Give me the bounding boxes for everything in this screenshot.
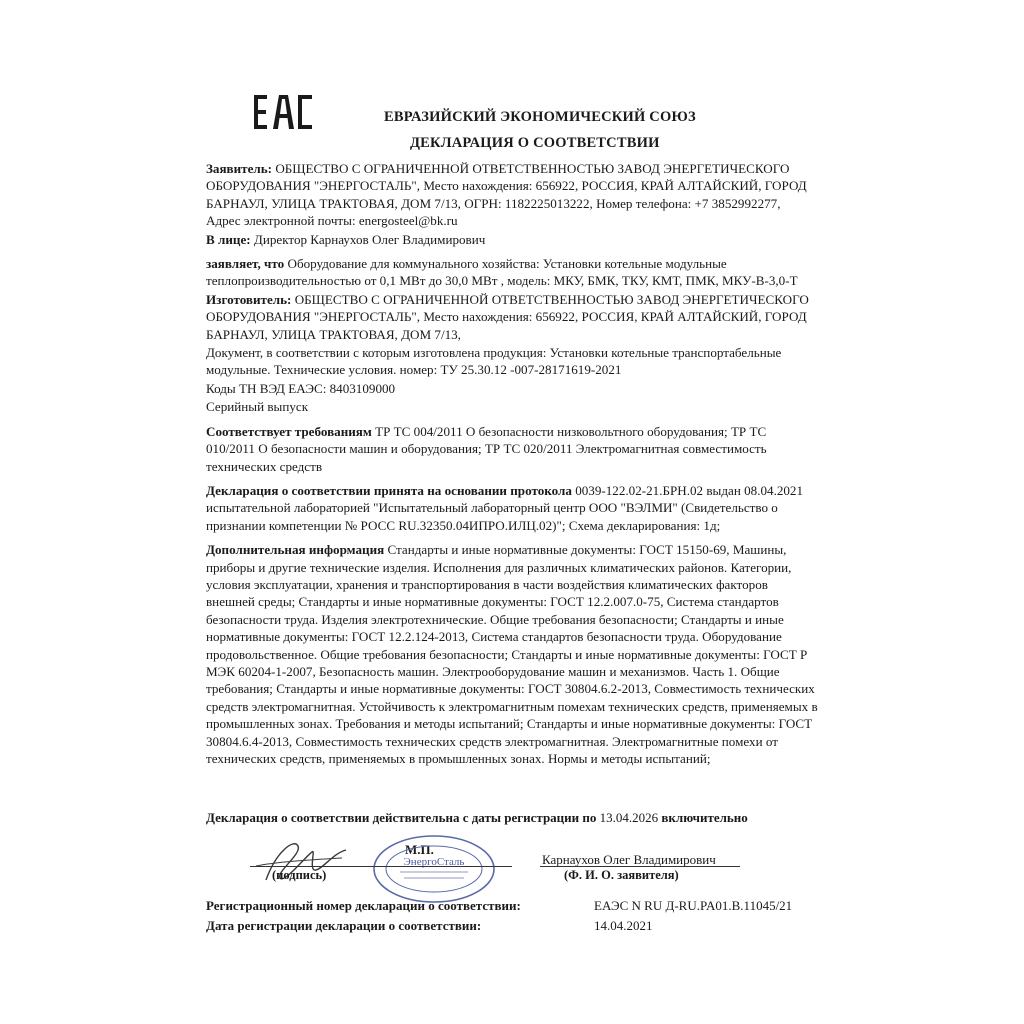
signature-icon bbox=[246, 832, 356, 892]
signer-name: Карнаухов Олег Владимирович bbox=[542, 852, 716, 867]
basis-paragraph bbox=[206, 482, 818, 534]
person-label: В лице: bbox=[206, 231, 251, 247]
validity-date: 13.04.2026 bbox=[599, 810, 659, 825]
declares-label: заявляет, что bbox=[206, 256, 285, 272]
registration-number-label: Регистрационный номер декларации о соответствии: bbox=[206, 898, 521, 913]
eac-logo-icon bbox=[252, 92, 314, 132]
validity-line bbox=[206, 810, 748, 826]
mp-label: М.П. bbox=[405, 842, 434, 857]
document-line: Документ, в соответствии с которым изготовлена продукция: Установки котельные транспортабельные модульные. Технические условия. номер: ТУ 25.30.12 -007-28171619-2021 bbox=[206, 345, 782, 378]
codes-line: Коды ТН ВЭД ЕАЭС: 8403109000 bbox=[206, 380, 396, 396]
registration-number-value: ЕАЭС N RU Д-RU.PA01.B.11045/21 bbox=[594, 898, 793, 913]
declaration-body bbox=[206, 160, 818, 768]
serial-line: Серийный выпуск bbox=[206, 399, 309, 415]
manufacturer-label: Изготовитель: bbox=[206, 291, 292, 307]
person-text: Директор Карнаухов Олег Владимирович bbox=[253, 231, 486, 247]
declares-paragraph bbox=[206, 255, 818, 290]
declares-text: Оборудование для коммунального хозяйства: Установки котельные модульные теплопроизводительностью от 0,1 МВт до 30,0 МВт , модель: МКУ, БМК, ТКУ, КМТ, ПМК, МКУ-В-3,0-Т bbox=[206, 256, 798, 289]
requirements-text: ТР ТС 004/2011 О безопасности низковольтного оборудования; ТР ТС 010/2011 О безопасности машин и оборудования; ТР ТС 020/2011 Электромагнитная совместимость технических средств bbox=[206, 423, 767, 474]
company-stamp-icon bbox=[370, 832, 498, 906]
requirements-paragraph bbox=[206, 423, 818, 475]
validity-label: Декларация о соответствии действительна с даты регистрации по bbox=[206, 810, 597, 825]
basis-label: Декларация о соответствии принята на основании протокола bbox=[206, 482, 572, 498]
validity-suffix: включительно bbox=[661, 810, 748, 825]
registration-date-label: Дата регистрации декларации о соответствии: bbox=[206, 918, 482, 933]
registration-date-value: 14.04.2021 bbox=[594, 918, 653, 933]
stamp-text: ЭнергоСталь bbox=[403, 856, 465, 868]
signer-name-line bbox=[540, 866, 740, 867]
additional-paragraph bbox=[206, 541, 818, 767]
signature-caption: (подпись) bbox=[272, 868, 327, 882]
signer-caption: (Ф. И. О. заявителя) bbox=[564, 868, 679, 882]
basis-text: 0039-122.02-21.БРН.02 выдан 08.04.2021 испытательной лабораторией "Испытательный лабораторный центр ООО "ВЭЛМИ" (Свидетельство о признании компетенции № РОСС RU.32350.04ИПРО.ИЛЦ.02)"; Схема декларирования: 1д; bbox=[206, 482, 804, 533]
signature-line bbox=[250, 866, 512, 867]
header-title: ЕВРАЗИЙСКИЙ ЭКОНОМИЧЕСКИЙ СОЮЗ bbox=[384, 109, 696, 125]
additional-label: Дополнительная информация bbox=[206, 542, 385, 558]
applicant-paragraph bbox=[206, 160, 818, 230]
person-paragraph bbox=[206, 231, 818, 248]
additional-text: Стандарты и иные нормативные документы: ГОСТ 15150-69, Машины, приборы и другие технические изделия. Исполнения для различных климатических районов. Категории, условия эксплуатации, хранения и транспортирования в части воздействия климатических факторов внешней среды; Стандарты и иные нормативные документы: ГОСТ 12.2.007.0-75, Система стандартов безопасности труда. Изделия электротехнические. Общие требования безопасности; Стандарты и иные нормативные документы: ГОСТ 12.2.124-2013, Система стандартов безопасности труда. Оборудование продовольственное. Общие требования безопасности; Стандарты и иные нормативные документы: ГОСТ Р МЭК 60204-1-2007, Безопасность машин. Электрооборудование машин и механизмов. Часть 1. Общие требования; Стандарты и иные нормативные документы: ГОСТ 30804.6.2-2013, Совместимость технических средств электромагнитная. Устойчивость к электромагнитным помехам технических средств, применяемых в промышленных зонах. Требования и методы испытаний; Стандарты и иные нормативные документы: ГОСТ 30804.6.4-2013, Совместимость технических средств электромагнитная. Электромагнитные помехи от технических средств, применяемых в промышленных зонах. Нормы и методы испытаний; bbox=[206, 542, 818, 766]
applicant-label: Заявитель: bbox=[206, 161, 273, 176]
applicant-text: ОБЩЕСТВО С ОГРАНИЧЕННОЙ ОТВЕТСТВЕННОСТЬЮ ЗАВОД ЭНЕРГЕТИЧЕСКОГО ОБОРУДОВАНИЯ "ЭНЕРГОСТАЛЬ", Место нахождения: 656922, РОССИЯ, КРАЙ АЛТАЙСКИЙ, ГОРОД БАРНАУЛ, УЛИЦА ТРАКТОВАЯ, ДОМ 7/13, ОГРН: 1182225013222, Номер телефона: +7 3852992277, Адрес электронной почты: energosteel@bk.ru bbox=[206, 161, 807, 229]
header-subtitle: ДЕКЛАРАЦИЯ О СООТВЕТСТВИИ bbox=[410, 135, 660, 151]
manufacturer-paragraph bbox=[206, 291, 818, 343]
requirements-label: Соответствует требованиям bbox=[206, 423, 372, 439]
manufacturer-text: ОБЩЕСТВО С ОГРАНИЧЕННОЙ ОТВЕТСТВЕННОСТЬЮ ЗАВОД ЭНЕРГЕТИЧЕСКОГО ОБОРУДОВАНИЯ "ЭНЕРГОСТАЛЬ", Место нахождения: 656922, РОССИЯ, КРАЙ АЛТАЙСКИЙ, ГОРОД БАРНАУЛ, УЛИЦА ТРАКТОВАЯ, ДОМ 7/13, bbox=[206, 291, 809, 342]
